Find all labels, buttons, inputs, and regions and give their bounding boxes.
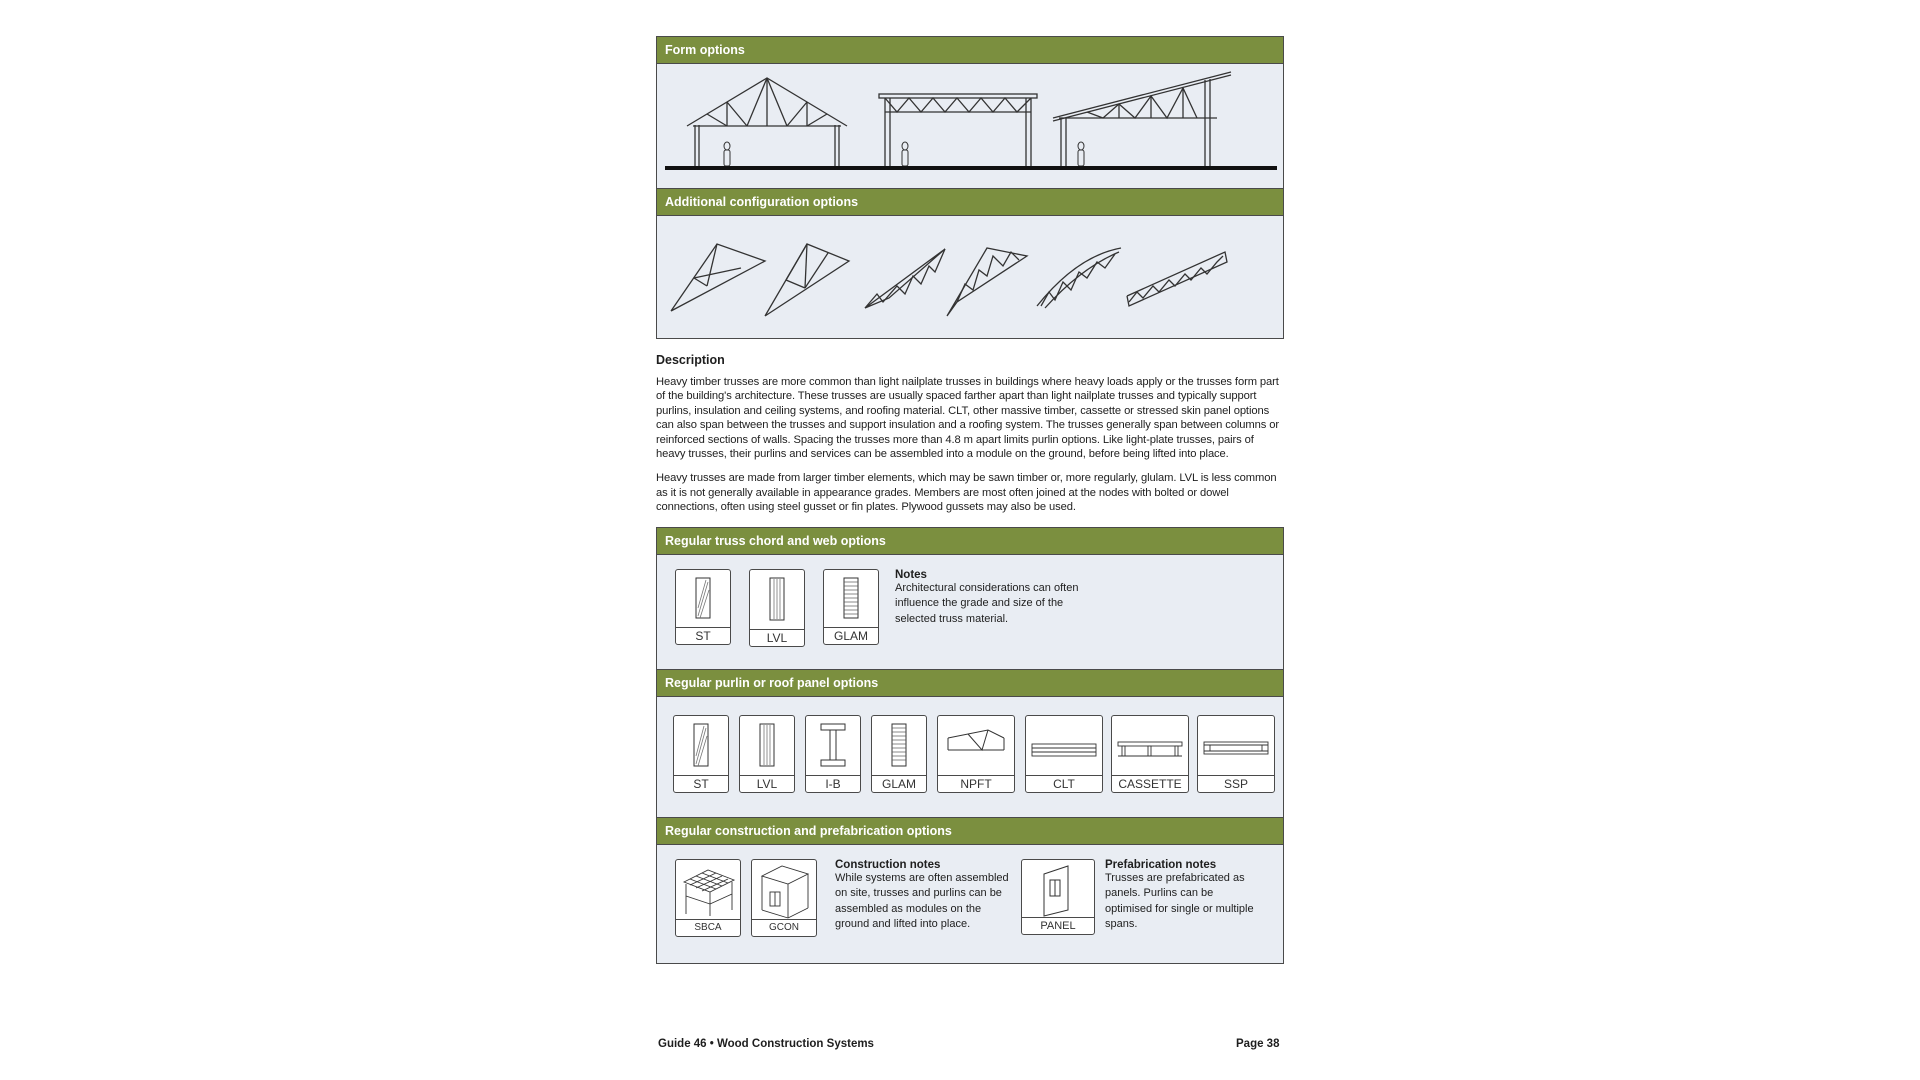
prefab-panel-icon bbox=[1022, 860, 1094, 918]
bowstring-truss bbox=[947, 248, 1027, 316]
chord-option-lvl bbox=[749, 569, 805, 647]
person-figures bbox=[724, 142, 1084, 166]
chord-notes bbox=[895, 569, 1095, 628]
chord-label-glam: GLAM bbox=[824, 627, 878, 644]
construction-label-sbca: SBCA bbox=[676, 919, 740, 936]
page-content bbox=[656, 36, 1284, 964]
footer-page-number: Page 38 bbox=[1236, 1038, 1280, 1050]
scissor-truss bbox=[671, 244, 765, 311]
nailplate-truss-icon bbox=[938, 716, 1014, 776]
construction-options-header: Regular construction and prefabrication options bbox=[657, 817, 1283, 845]
purlin-label-st: ST bbox=[674, 775, 728, 792]
pratt-truss bbox=[865, 249, 945, 308]
clt-panel-icon bbox=[1026, 716, 1102, 776]
site-built-frame-icon bbox=[676, 860, 740, 920]
purlin-label-clt: CLT bbox=[1026, 775, 1102, 792]
purlin-options-panel bbox=[657, 697, 1283, 817]
options-box bbox=[656, 527, 1284, 964]
config-options-panel bbox=[657, 216, 1283, 338]
construction-options-panel bbox=[657, 845, 1283, 963]
chord-options-header: Regular truss chord and web options bbox=[657, 528, 1283, 555]
truss-configurations-illustration bbox=[657, 216, 1283, 338]
chord-notes-text: Architectural considerations can often influence the grade and size of the selected truss material. bbox=[895, 581, 1079, 625]
purlin-label-ib: I-B bbox=[806, 775, 860, 792]
roof-forms-illustration bbox=[657, 64, 1283, 188]
construction-notes-text: While systems are often assembled on site, trusses and purlins can be assembled as modules on the ground and lifted into place. bbox=[835, 871, 1009, 931]
chord-option-glam bbox=[823, 569, 879, 645]
purlin-option-clt bbox=[1025, 715, 1103, 793]
ground-construction-icon bbox=[752, 860, 816, 920]
flat-roof-frame bbox=[879, 94, 1037, 166]
construction-label-panel: PANEL bbox=[1022, 917, 1094, 934]
purlin-option-st bbox=[673, 715, 729, 793]
i-beam-icon bbox=[806, 716, 860, 776]
construction-label-gcon: GCON bbox=[752, 919, 816, 936]
purlin-label-lvl: LVL bbox=[740, 775, 794, 792]
chord-label-st: ST bbox=[676, 627, 730, 644]
description-paragraph-2: Heavy trusses are made from larger timber elements, which may be sawn timber or, more regularly, glulam. LVL is less common as it is not generally available in appearance grades. Members are most often joined at the nodes with bolted or dowel connections, often using steel gusset or fin plates. Plywood gussets may also be used. bbox=[656, 472, 1277, 514]
lvl-icon bbox=[750, 570, 804, 628]
purlin-option-npft bbox=[937, 715, 1015, 793]
form-options-header: Form options bbox=[657, 37, 1283, 64]
purlin-option-ssp bbox=[1197, 715, 1275, 793]
footer-guide-title: Guide 46 • Wood Construction Systems bbox=[658, 1038, 874, 1050]
purlin-label-glam: GLAM bbox=[872, 775, 926, 792]
chord-option-st bbox=[675, 569, 731, 645]
form-options-box bbox=[656, 36, 1284, 339]
purlin-option-glam bbox=[871, 715, 927, 793]
ground-line bbox=[665, 166, 1277, 170]
monopitch-roof-frame bbox=[1053, 72, 1231, 166]
prefabrication-notes-text: Trusses are prefabricated as panels. Purlins can be optimised for single or multiple spans. bbox=[1105, 871, 1254, 931]
config-options-header: Additional configuration options bbox=[657, 188, 1283, 216]
cassette-panel-icon bbox=[1112, 716, 1188, 776]
curved-truss bbox=[1037, 248, 1121, 308]
description-paragraph-1: Heavy timber trusses are more common than light nailplate trusses in buildings where heavy loads apply or the trusses form part of the building's architecture. These trusses are usually spaced farther apart than light nailplate trusses and typically support purlins, insulation and ceiling systems, and roofing material. CLT, other massive timber, cassette or stressed skin panel options can also span between the trusses and support insulation and a roofing system. The trusses generally span between columns or reinforced sections of walls. Spacing the trusses more than 4.8 m apart limits purlin options. Like light-plate trusses, pairs of heavy trusses, their purlins and services can be assembled into a module on the ground, before being lifted into place. bbox=[656, 376, 1279, 461]
purlin-label-npft: NPFT bbox=[938, 775, 1014, 792]
purlin-option-ib bbox=[805, 715, 861, 793]
chord-options-panel bbox=[657, 555, 1283, 669]
construction-notes bbox=[835, 859, 1015, 933]
sawn-timber-icon bbox=[676, 570, 730, 628]
gable-roof-frame bbox=[687, 78, 847, 166]
purlin-label-ssp: SSP bbox=[1198, 775, 1274, 792]
stressed-skin-panel-icon bbox=[1198, 716, 1274, 776]
form-options-panel bbox=[657, 64, 1283, 188]
chord-notes-heading: Notes bbox=[895, 568, 927, 581]
chord-label-lvl: LVL bbox=[750, 629, 804, 646]
glulam-icon bbox=[824, 570, 878, 628]
construction-option-gcon bbox=[751, 859, 817, 937]
purlin-option-cassette bbox=[1111, 715, 1189, 793]
fink-truss bbox=[765, 244, 849, 316]
description-heading: Description bbox=[656, 353, 725, 367]
parallel-chord-truss bbox=[1127, 252, 1227, 306]
purlin-options-header: Regular purlin or roof panel options bbox=[657, 669, 1283, 697]
construction-option-panel bbox=[1021, 859, 1095, 935]
purlin-option-lvl bbox=[739, 715, 795, 793]
construction-notes-heading: Construction notes bbox=[835, 858, 941, 871]
purlin-label-cassette: CASSETTE bbox=[1112, 775, 1188, 792]
construction-option-sbca bbox=[675, 859, 741, 937]
prefabrication-notes bbox=[1105, 859, 1255, 933]
prefabrication-notes-heading: Prefabrication notes bbox=[1105, 858, 1217, 871]
